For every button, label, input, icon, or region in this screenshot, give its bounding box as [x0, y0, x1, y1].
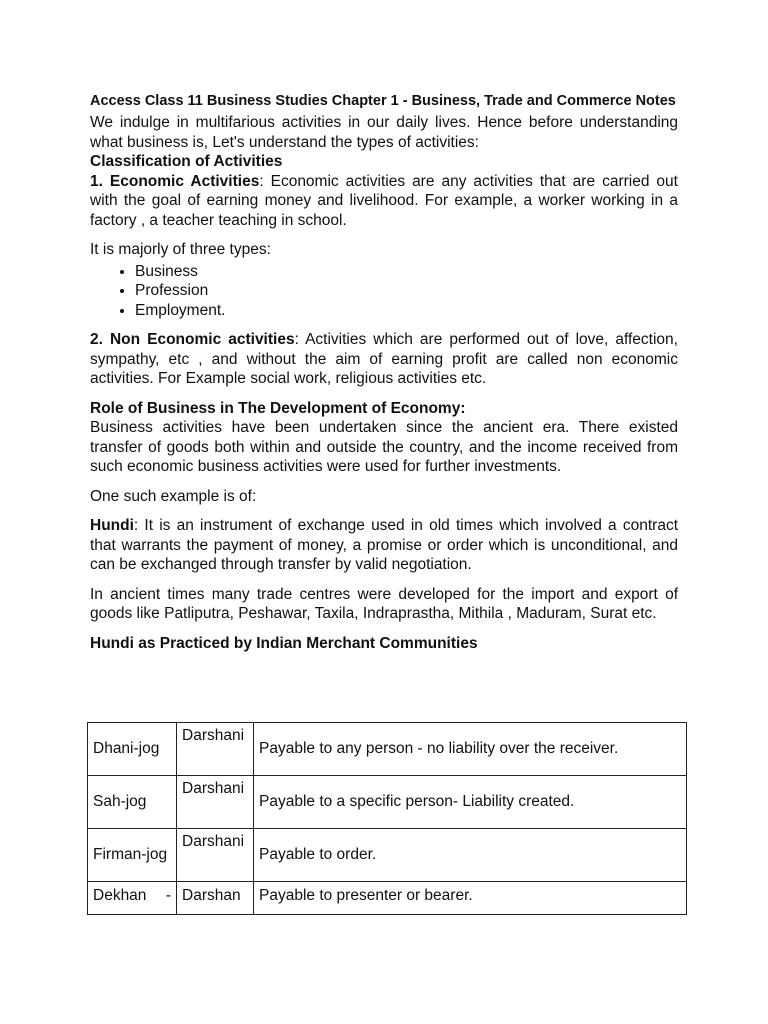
role-heading: Role of Business in The Development of Economy:: [90, 399, 466, 417]
non-economic-text: : Activities which are performed out of love, affection, sympathy, etc , and without the aim of earning profit are called non economic activities. For Example social work, religious activities etc.: [90, 331, 678, 387]
non-economic-paragraph: [90, 330, 678, 389]
table-heading: Hundi as Practiced by Indian Merchant Communities: [90, 634, 478, 652]
hundi-text: : It is an instrument of exchange used in old times which involved a contract that warrants the payment of money, a promise or order which is unconditional, and can be exchanged through transfer by valid negotiation.: [90, 517, 678, 573]
table-row: [88, 829, 687, 882]
document-title: Access Class 11 Business Studies Chapter 1 - Business, Trade and Commerce Notes: [90, 93, 676, 109]
economic-label: 1. Economic Activities: [90, 172, 260, 190]
hundi-type-cell: Darshan: [177, 882, 254, 915]
hundi-name-cell: Dekhan -: [88, 882, 177, 915]
hundi-type-cell: Darshani: [177, 776, 254, 829]
types-intro: It is majorly of three types:: [90, 241, 271, 258]
list-item: • Employment.: [135, 301, 678, 321]
table-row: [88, 723, 687, 776]
classification-heading: Classification of Activities: [90, 153, 283, 170]
hundi-paragraph: [90, 516, 678, 575]
trade-centres-paragraph: In ancient times many trade centres were developed for the import and export of goods like Patliputra, Peshawar, Taxila, Indraprastha, Mithila , Maduram, Surat etc.: [90, 585, 678, 622]
economic-paragraph: [90, 172, 678, 231]
table-row: [88, 882, 687, 915]
types-list: [90, 262, 678, 321]
hundi-desc-cell: Payable to presenter or bearer.: [254, 882, 687, 915]
hundi-type-cell: Darshani: [177, 829, 254, 882]
hundi-desc-cell: Payable to order.: [254, 829, 687, 882]
role-paragraph: Business activities have been undertaken since the ancient era. There existed transfer of goods both within and outside the country, and the income received from such economic business activities were used for further investments.: [90, 419, 678, 475]
hundi-name-cell: Sah-jog: [88, 776, 177, 829]
hundi-desc-cell: Payable to a specific person- Liability created.: [254, 776, 687, 829]
list-item: • Profession: [135, 281, 678, 301]
hundi-table: [87, 722, 687, 915]
economic-text: : Economic activities are any activities that are carried out with the goal of earning money and livelihood. For example, a worker working in a factory , a teacher teaching in school.: [90, 172, 678, 229]
hundi-desc-cell: Payable to any person - no liability over the receiver.: [254, 723, 687, 776]
hundi-name-cell: Dhani-jog: [88, 723, 177, 776]
list-item: • Business: [135, 262, 678, 282]
table-row: [88, 776, 687, 829]
non-economic-label: 2. Non Economic activities: [90, 331, 295, 348]
intro-paragraph: We indulge in multifarious activities in our daily lives. Hence before understanding what business is, Let's understand the types of activities:: [90, 114, 678, 151]
example-line: One such example is of:: [90, 487, 257, 505]
hundi-label: Hundi: [90, 517, 134, 534]
document-page: [90, 92, 678, 653]
hundi-name-cell: Firman-jog: [88, 829, 177, 882]
hundi-type-cell: Darshani: [177, 723, 254, 776]
